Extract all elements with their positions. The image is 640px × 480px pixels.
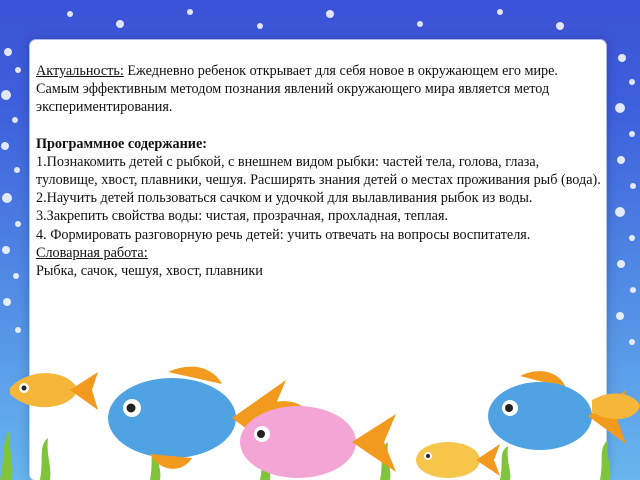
fish-illustration — [0, 360, 640, 480]
program-item-1: 1.Познакомить детей с рыбкой, с внешнем видом рыбки: частей тела, голова, глаза, туловище, хвост, плавники, чешуя. Расширять знания детей о местах проживания рыб (вода). — [36, 153, 601, 189]
program-heading: Программное содержание: — [36, 135, 207, 152]
program-item-2: 2.Научить детей пользоваться сачком и удочкой для вылавливания рыбок из воды. — [36, 190, 533, 207]
program-item-3: 3.Закрепить свойства воды: чистая, прозрачная, прохладная, теплая. — [36, 208, 449, 225]
fish-orange-left — [10, 372, 98, 410]
fish-orange-right — [592, 393, 640, 419]
slide-text — [36, 62, 602, 280]
program-item-4: 4. Формировать разговорную речь детей: учить отвечать на вопросы воспитателя. — [36, 226, 531, 243]
vocabulary-label: Словарная работа: — [36, 244, 148, 261]
relevance-label: Актуальность: — [36, 63, 124, 79]
fish-yellow-bottom — [416, 442, 500, 478]
relevance-text: Ежедневно ребенок открывает для себя новое в окружающем его мире. Самым эффективным методом познания явлений окружающего мира является метод экспериментирования. — [36, 63, 558, 116]
vocabulary-text: Рыбка, сачок, чешуя, хвост, плавники — [36, 263, 263, 280]
relevance-paragraph — [36, 62, 602, 117]
